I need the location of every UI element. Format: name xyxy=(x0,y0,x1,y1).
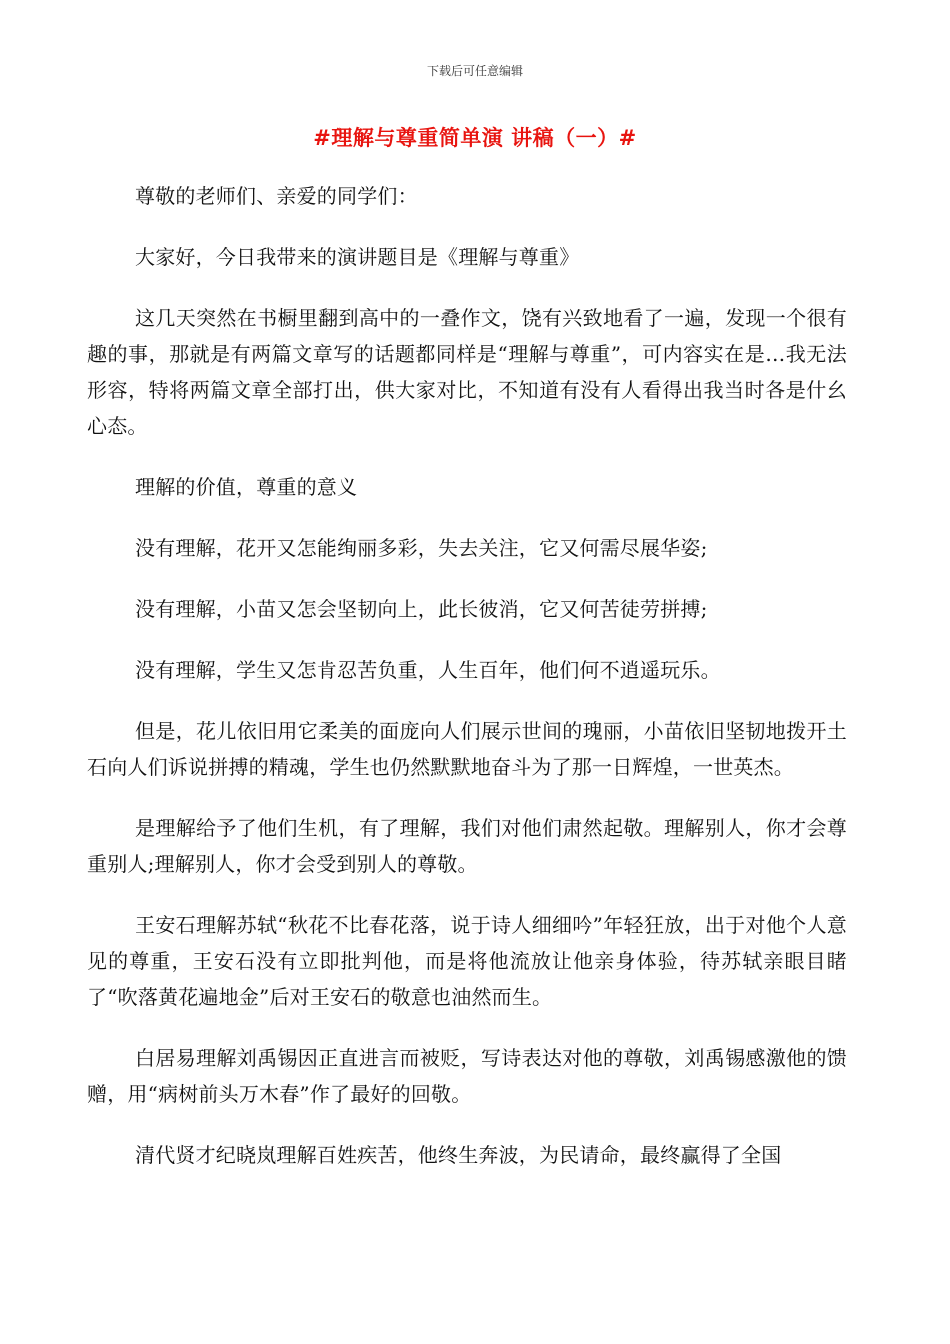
paragraph-wang-anshi: 王安石理解苏轼“秋花不比春花落，说于诗人细细吟”年轻狂放，出于对他个人意见的尊重，王安石没有立即批判他，而是将他流放让他亲身体验，待苏轼亲眼目睹了“吹落黄花遍地金”后对王安石的敬意也油然而生。 xyxy=(87,913,847,1009)
paragraph-students: 没有理解，学生又怎肯忍苦负重，人生百年，他们何不逍遥玩乐。 xyxy=(135,658,721,682)
paragraph-background: 这几天突然在书橱里翻到高中的一叠作文，饶有兴致地看了一遍，发现一个很有趣的事，那就是有两篇文章写的话题都同样是“理解与尊重”，可内容实在是…我无法形容，特将两篇文章全部打出，供大家对比，不知道有没有人看得出我当时各是什幺心态。 xyxy=(87,306,847,438)
paragraph-intro: 大家好，今日我带来的演讲题目是《理解与尊重》 xyxy=(135,245,580,269)
paragraph-however: 但是，花儿依旧用它柔美的面庞向人们展示世间的瑰丽，小苗依旧坚韧地拨开土石向人们诉说拼搏的精魂，学生也仍然默默地奋斗为了那一日辉煌，一世英杰。 xyxy=(87,719,847,779)
paragraph-seedlings: 没有理解，小苗又怎会坚韧向上，此长彼消，它又何苦徒劳拼搏; xyxy=(135,597,708,621)
paragraph-ji-xiaolan: 清代贤才纪晓岚理解百姓疾苦，他终生奔波，为民请命，最终赢得了全国 xyxy=(135,1143,782,1167)
paragraph-subtitle: 理解的价值，尊重的意义 xyxy=(135,475,358,499)
header-note: 下载后可任意编辑 xyxy=(426,64,523,78)
document-body xyxy=(87,178,847,1198)
paragraph-bai-juyi: 白居易理解刘禹锡因正直进言而被贬，写诗表达对他的尊敬，刘禹锡感激他的馈赠，用“病树前头万木春”作了最好的回敬。 xyxy=(87,1046,847,1106)
paragraph-understanding: 是理解给予了他们生机，有了理解，我们对他们肃然起敬。理解别人，你才会尊重别人;理解别人，你才会受到别人的尊敬。 xyxy=(87,816,847,876)
page-title: #理解与尊重简单演 讲稿（一）# xyxy=(313,126,637,150)
paragraph-flowers: 没有理解，花开又怎能绚丽多彩，失去关注，它又何需尽展华姿; xyxy=(135,536,708,560)
paragraph-greeting: 尊敬的老师们、亲爱的同学们： xyxy=(135,184,418,208)
